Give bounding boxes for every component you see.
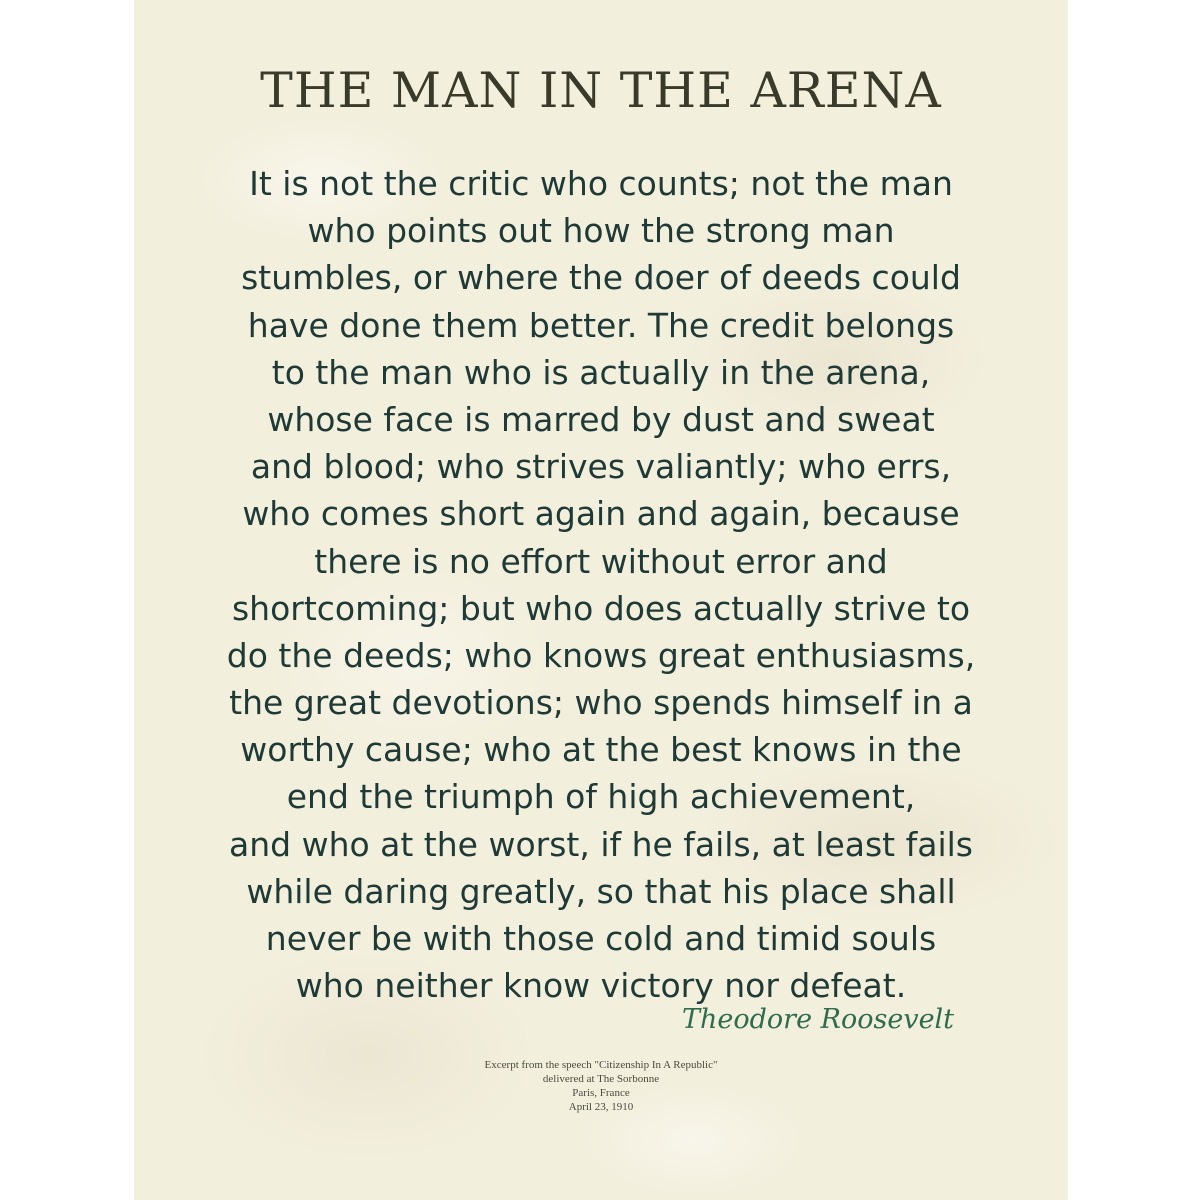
quote-line: stumbles, or where the doer of deeds could [241,258,961,298]
caption-date-line: April 23, 1910 [568,1101,634,1113]
quote-line: who neither know victory nor defeat. [295,966,907,1006]
parchment-page [134,0,1068,1200]
quote-line: shortcoming; but who does actually strive to [231,588,971,628]
document-title: THE MAN IN THE ARENA [260,62,942,119]
speech-caption [134,1058,1068,1114]
caption-speech-line: Excerpt from the speech "Citizenship In A Republic" [484,1059,718,1071]
caption-venue-line: delivered at The Sorbonne [542,1073,660,1085]
quote-line: while daring greatly, so that his place shall [246,871,956,911]
quote-line: It is not the critic who counts; not the man [249,164,953,203]
quote-line: to the man who is actually in the arena, [271,352,931,392]
quote-line: whose face is marred by dust and sweat [267,399,935,439]
quote-line: have done them better. The credit belongs [247,305,955,345]
quote-line: end the triumph of high achievement, [286,777,916,817]
quote-line: and who at the worst, if he fails, at least fails [229,824,973,864]
caption-location-line: Paris, France [572,1087,630,1099]
author-signature: Theodore Roosevelt [682,1004,955,1035]
quote-line: there is no effort without error and [314,541,888,581]
quote-line: who comes short again and again, because [242,494,960,534]
quote-line: do the deeds; who knows great enthusiasms, [226,635,976,675]
quote-body [134,160,1068,1009]
quote-line: never be with those cold and timid souls [265,919,937,958]
quote-line: who points out how the strong man [307,211,895,251]
quote-line: and blood; who strives valiantly; who errs, [250,447,952,487]
quote-line: the great devotions; who spends himself in a [229,683,973,723]
quote-line: worthy cause; who at the best knows in the [240,730,962,770]
